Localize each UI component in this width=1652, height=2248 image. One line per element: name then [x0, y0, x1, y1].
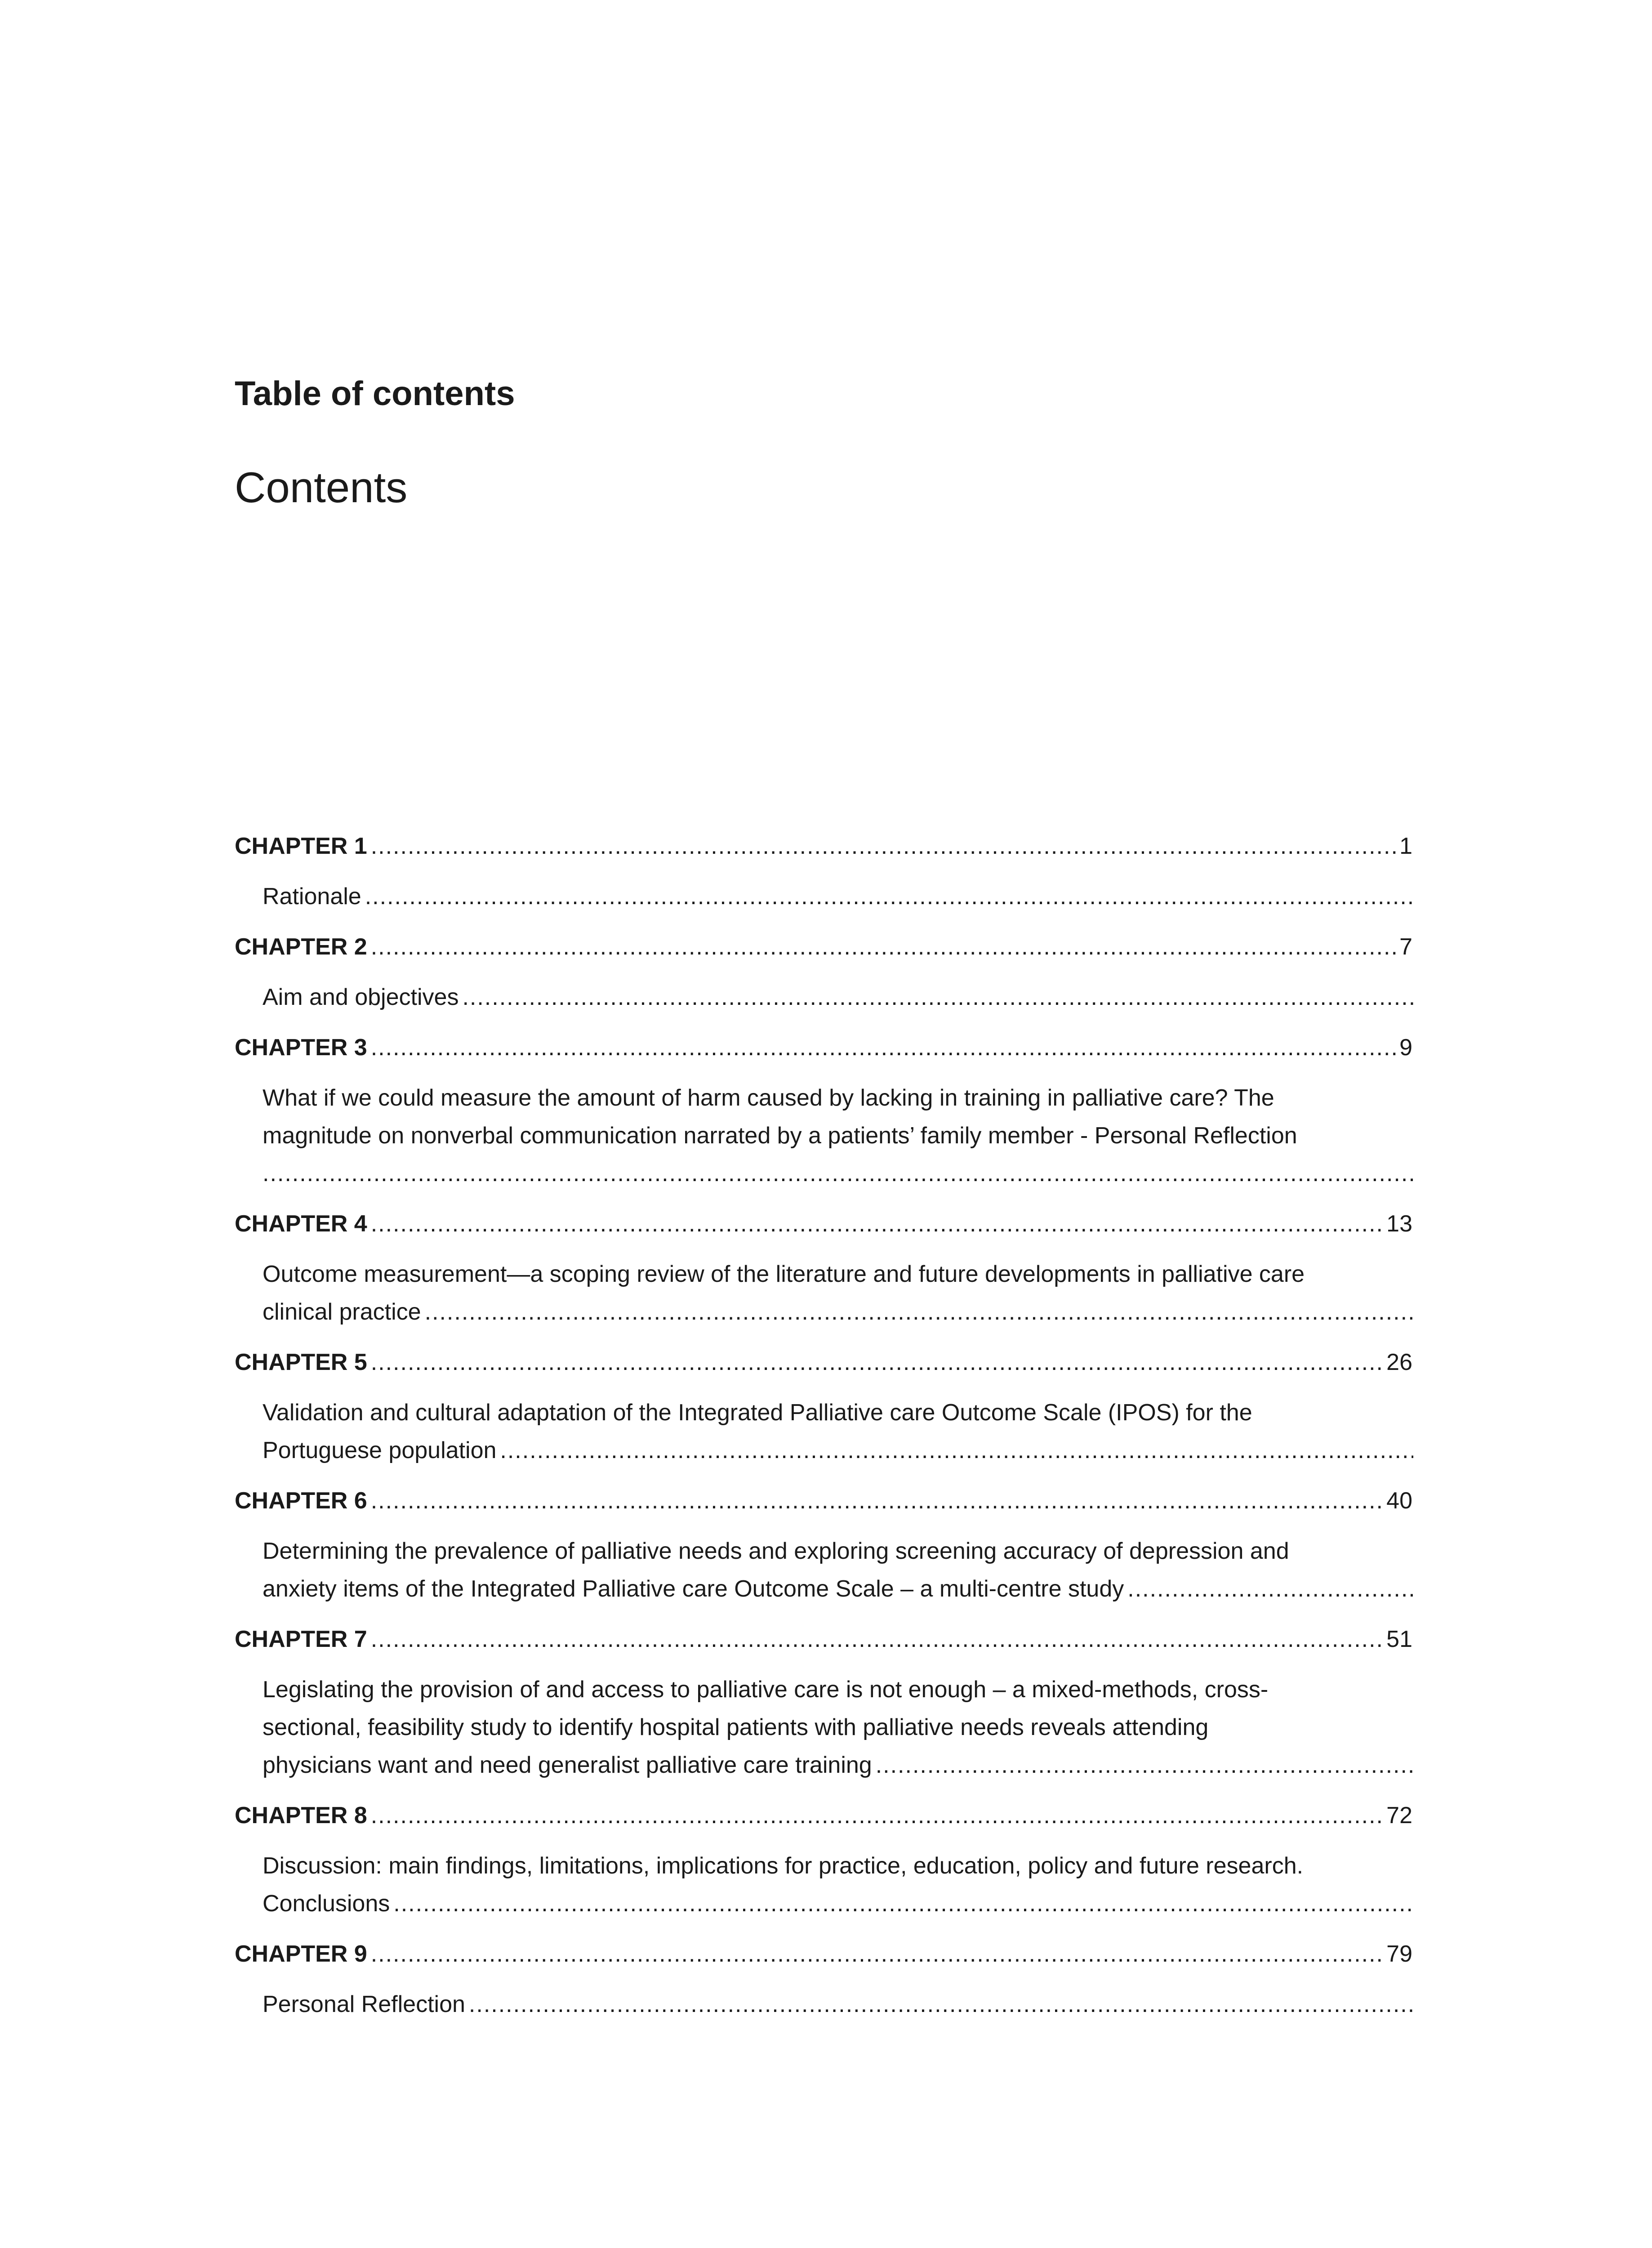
- toc-entry-1[interactable]: [263, 878, 1413, 915]
- dot-leader: [469, 1985, 1413, 2023]
- dot-leader: [371, 1205, 1383, 1243]
- dot-leader: [500, 1432, 1413, 1469]
- dot-leader: [371, 1029, 1396, 1066]
- chapter-page-number: 1: [1399, 833, 1412, 859]
- entry-line: Validation and cultural adaptation of the Integrated Palliative care Outcome Scale (IPOS) for the: [263, 1400, 1252, 1426]
- chapter-page-number: 13: [1386, 1211, 1412, 1237]
- table-of-contents: [235, 827, 1412, 2036]
- dot-leader: [1127, 1570, 1413, 1608]
- toc-chapter-3[interactable]: [235, 1029, 1412, 1066]
- chapter-label: CHAPTER 7: [235, 1626, 367, 1652]
- entry-line: anxiety items of the Integrated Palliative care Outcome Scale – a multi-centre study: [263, 1576, 1124, 1602]
- chapter-page-number: 40: [1386, 1488, 1412, 1514]
- chapter-label: CHAPTER 9: [235, 1941, 367, 1967]
- toc-entry-3[interactable]: [263, 1079, 1413, 1192]
- toc-chapter-5[interactable]: [235, 1343, 1412, 1381]
- entry-line: Outcome measurement—a scoping review of the literature and future developments in palliative care: [263, 1261, 1305, 1287]
- dot-leader: [365, 878, 1413, 915]
- toc-chapter-4[interactable]: [235, 1205, 1412, 1243]
- chapter-page-number: 79: [1386, 1941, 1412, 1967]
- chapter-label: CHAPTER 3: [235, 1035, 367, 1061]
- dot-leader: [371, 1482, 1383, 1520]
- toc-entry-5[interactable]: [263, 1394, 1413, 1469]
- toc-chapter-1[interactable]: [235, 827, 1412, 865]
- entry-line: What if we could measure the amount of harm caused by lacking in training in palliative care? The: [263, 1085, 1274, 1111]
- chapter-page-number: 7: [1399, 934, 1412, 960]
- dot-leader: [371, 1620, 1383, 1658]
- dot-leader: [371, 827, 1396, 865]
- chapter-page-number: 72: [1386, 1802, 1412, 1829]
- page-heading: Table of contents: [235, 375, 515, 413]
- toc-chapter-2[interactable]: [235, 928, 1412, 966]
- entry-title: Aim and objectives: [263, 984, 459, 1010]
- toc-entry-6[interactable]: [263, 1532, 1413, 1608]
- toc-chapter-6[interactable]: [235, 1482, 1412, 1520]
- toc-chapter-7[interactable]: [235, 1620, 1412, 1658]
- dot-leader: [876, 1746, 1413, 1784]
- toc-chapter-8[interactable]: [235, 1797, 1412, 1834]
- entry-line: Conclusions: [263, 1891, 390, 1917]
- chapter-label: CHAPTER 1: [235, 833, 367, 859]
- chapter-label: CHAPTER 4: [235, 1211, 367, 1237]
- dot-leader: [425, 1293, 1413, 1331]
- entry-title: Personal Reflection: [263, 1991, 465, 2017]
- entry-line: magnitude on nonverbal communication narrated by a patients’ family member - Personal Reflection: [263, 1123, 1297, 1149]
- chapter-label: CHAPTER 8: [235, 1802, 367, 1829]
- toc-entry-4[interactable]: [263, 1255, 1413, 1331]
- dot-leader: [263, 1155, 1413, 1192]
- entry-line: physicians want and need generalist palliative care training: [263, 1752, 872, 1778]
- entry-line: Determining the prevalence of palliative needs and exploring screening accuracy of depression and: [263, 1538, 1289, 1564]
- entry-title: Rationale: [263, 883, 361, 910]
- dot-leader: [371, 1343, 1383, 1381]
- dot-leader: [393, 1885, 1413, 1922]
- toc-entry-2[interactable]: [263, 978, 1413, 1016]
- entry-line: sectional, feasibility study to identify hospital patients with palliative needs reveals attending: [263, 1714, 1209, 1740]
- contents-heading: Contents: [235, 464, 408, 512]
- entry-line: Portuguese population: [263, 1437, 497, 1463]
- toc-entry-7[interactable]: [263, 1671, 1413, 1784]
- chapter-page-number: 51: [1386, 1626, 1412, 1652]
- dot-leader: [371, 928, 1396, 966]
- dot-leader: [462, 978, 1413, 1016]
- dot-leader: [371, 1797, 1383, 1834]
- chapter-label: CHAPTER 2: [235, 934, 367, 960]
- toc-entry-9[interactable]: [263, 1985, 1413, 2023]
- chapter-label: CHAPTER 6: [235, 1488, 367, 1514]
- toc-chapter-9[interactable]: [235, 1935, 1412, 1973]
- entry-line: Discussion: main findings, limitations, implications for practice, education, policy and future research.: [263, 1853, 1304, 1879]
- chapter-page-number: 9: [1399, 1035, 1412, 1061]
- dot-leader: [371, 1935, 1383, 1973]
- entry-line: clinical practice: [263, 1299, 421, 1325]
- chapter-label: CHAPTER 5: [235, 1349, 367, 1375]
- toc-entry-8[interactable]: [263, 1847, 1413, 1922]
- entry-line: Legislating the provision of and access to palliative care is not enough – a mixed-methods, cross-: [263, 1677, 1269, 1703]
- chapter-page-number: 26: [1386, 1349, 1412, 1375]
